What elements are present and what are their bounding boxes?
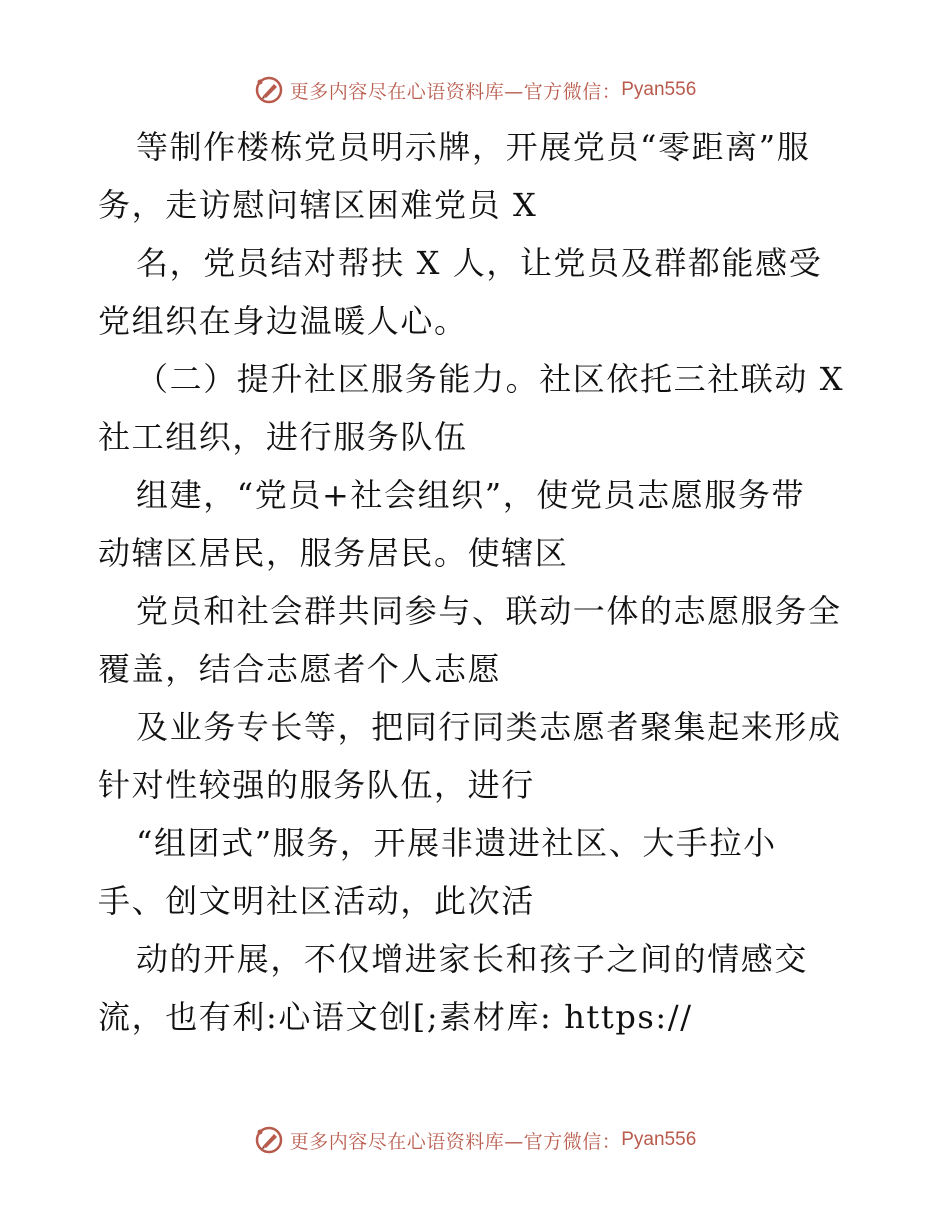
text-line: 党员和社会群共同参与、联动一体的志愿服务全 (136, 592, 842, 630)
header-watermark (0, 70, 950, 110)
watermark-contact: Pyan556 (621, 1129, 697, 1150)
body-text (98, 118, 868, 1046)
text-line: 及业务专长等，把同行同类志愿者聚集起来形成 (136, 708, 842, 746)
text-line: 党组织在身边温暖人心。 (98, 302, 468, 340)
text-line: （二）提升社区服务能力。社区依托三社联动 X (136, 360, 845, 398)
pen-logo-icon (254, 75, 284, 105)
watermark-text: 更多内容尽在心语资料库—官方微信： (289, 1130, 622, 1153)
footer-watermark (0, 1120, 950, 1160)
text-line: 名，党员结对帮扶 X 人，让党员及群都能感受 (136, 244, 823, 282)
text-line: “组团式”服务，开展非遗进社区、大手拉小 (136, 824, 777, 862)
text-line: 覆盖，结合志愿者个人志愿 (98, 650, 502, 688)
text-line: 手、创文明社区活动，此次活 (98, 882, 535, 920)
text-line: 针对性较强的服务队伍，进行 (98, 766, 535, 804)
text-line: 等制作楼栋党员明示牌，开展党员“零距离”服 (136, 128, 811, 166)
watermark-contact: Pyan556 (621, 79, 697, 100)
text-line: 动辖区居民，服务居民。使辖区 (98, 534, 569, 572)
text-line: 社工组织，进行服务队伍 (98, 418, 468, 456)
text-line: 动的开展，不仅增进家长和孩子之间的情感交 (136, 940, 809, 978)
pen-logo-icon (254, 1125, 284, 1155)
text-line: 组建，“党员+社会组织”，使党员志愿服务带 (136, 476, 806, 514)
text-line: 流，也有利:心语文创[;素材库: https:// (98, 998, 693, 1036)
text-line: 务，走访慰问辖区困难党员 X (98, 186, 538, 224)
watermark-text: 更多内容尽在心语资料库—官方微信： (289, 80, 622, 103)
